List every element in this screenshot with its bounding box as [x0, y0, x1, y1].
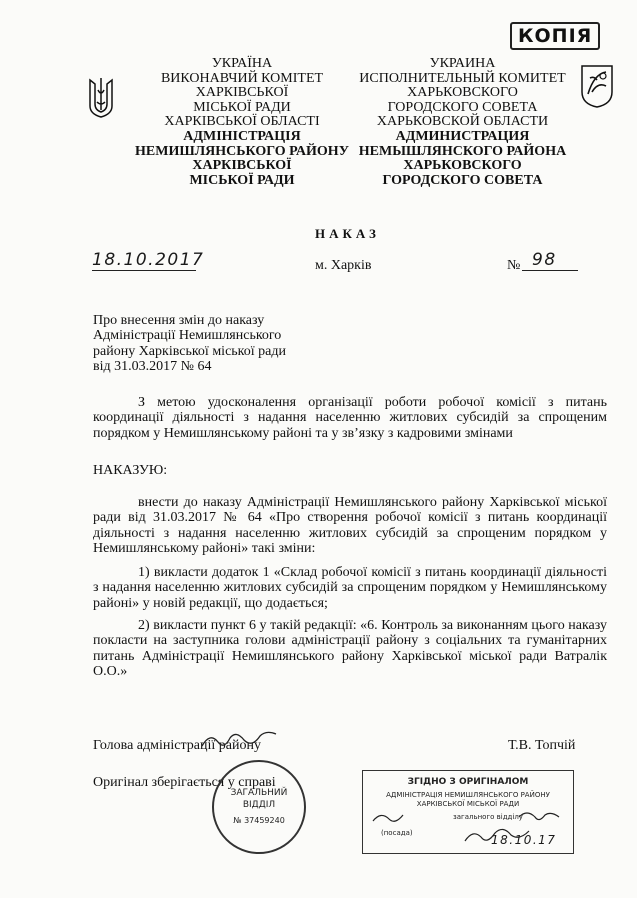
header-ua-line: УКРАЇНА [211, 56, 273, 71]
copy-stamp: КОПІЯ [510, 22, 600, 50]
city: м. Харків [315, 258, 372, 273]
header-ua-line: ХАРКІВСЬКОЇ [192, 158, 292, 174]
certified-stamp-line: (посада) [381, 829, 413, 837]
certified-stamp-line: АДМІНІСТРАЦІЯ НЕМИШЛЯНСЬКОГО РАЙОНУ [386, 791, 550, 799]
certified-copy-stamp [362, 770, 574, 854]
header-ru-line: НЕМЫШЛЯНСКОГО РАЙОНА [358, 143, 567, 159]
header-ru-line: ХАРЬКОВСКОГО [407, 85, 518, 101]
item-2: 2) викласти пункт 6 у такій редакції: «6. Контроль за виконанням цього наказу покласти на заступника голови адміністрації району з соціальних та гуманітарних питань Адміністрації Немишлянського району Харківської міської ради Ватралік О.О.» [93, 618, 607, 680]
header-ua-line: АДМІНІСТРАЦІЯ [183, 128, 301, 144]
subject-line: від 31.03.2017 № 64 [93, 359, 212, 375]
signature-name: Т.В. Топчій [508, 738, 576, 753]
number-label: № [507, 258, 521, 273]
round-stamp-line: № 37459240 [233, 816, 285, 825]
header-ua-line: ХАРКІВСЬКОЇ ОБЛАСТІ [164, 114, 320, 130]
document-title: НАКАЗ [315, 226, 380, 241]
header-ua-line: НЕМИШЛЯНСЬКОГО РАЙОНУ [135, 143, 349, 159]
signature-scribble-icon [200, 728, 280, 750]
subject-line: району Харківської міської ради [93, 343, 286, 359]
round-stamp [212, 760, 306, 854]
subject [93, 313, 333, 375]
header-ru [345, 57, 580, 188]
order-word: НАКАЗУЮ: [93, 463, 168, 478]
header-ru-line: ИСПОЛНИТЕЛЬНЫЙ КОМИТЕТ [359, 70, 566, 86]
main-paragraph: внести до наказу Адміністрації Немишлянського району Харківської міської ради від 31.03.2017 № 64 «Про створення робочої комісії з питань координації діяльності з надання населенню житлових субсидій за спрощеним порядком у Немишлянському районі» такі зміни: [93, 495, 607, 557]
header-ru-line: ГОРОДСКОГО СОВЕТА [382, 172, 543, 188]
header-ua-line: ХАРКІВСЬКОЇ [195, 85, 289, 101]
header-ru-line: ГОРОДСКОГО СОВЕТА [387, 99, 538, 115]
header-ru-line: ХАРЬКОВСКОГО [403, 158, 522, 174]
certified-stamp-title: ЗГІДНО З ОРИГІНАЛОМ [407, 777, 529, 787]
header-ru-line: АДМИНИСТРАЦИЯ [395, 128, 530, 144]
date-underline [92, 270, 196, 271]
certified-stamp-line: загального відділу [453, 813, 523, 821]
coat-of-arms-icon [88, 76, 114, 118]
subject-line: Про внесення змін до наказу [93, 313, 265, 328]
number-underline [522, 270, 578, 271]
intro-paragraph: З метою удосконалення організації роботи робочої комісії з питань координації діяльності з надання населенню житлових субсидій за спрощеним порядком у Немишлянському районі та у зв’язку з кадровими змінами [93, 395, 607, 441]
header-ua-line: МІСЬКОЇ РАДИ [189, 172, 295, 188]
certified-stamp-date: 18.10.17 [491, 833, 557, 847]
number-handwritten: 98 [532, 250, 557, 270]
signature-title: Голова адміністрації району [93, 738, 261, 753]
round-stamp-line: ЗАГАЛЬНИЙ [230, 788, 288, 798]
date-handwritten: 18.10.2017 [92, 250, 205, 270]
subject-line: Адміністрації Немишлянського [93, 328, 282, 344]
header-ua-line: МІСЬКОЇ РАДИ [193, 99, 291, 115]
header-ua-line: ВИКОНАВЧИЙ КОМІТЕТ [160, 70, 324, 86]
certified-stamp-line: ХАРКІВСЬКОЇ МІСЬКОЇ РАДИ [416, 800, 520, 808]
header-ua [117, 57, 367, 188]
city-emblem-icon [580, 64, 614, 108]
header-ru-line: ХАРЬКОВСКОЙ ОБЛАСТИ [376, 114, 549, 130]
round-stamp-line: ВІДДІЛ [242, 800, 276, 810]
item-1: 1) викласти додаток 1 «Склад робочої комісії з питань координації діяльності з надання населенню житлових субсидій за спрощеним порядком у Немишлянському районі» у новій редакції, що додається; [93, 565, 607, 611]
original-note: Оригінал зберігається у справі [93, 775, 276, 790]
header-ru-line: УКРАИНА [429, 56, 496, 71]
